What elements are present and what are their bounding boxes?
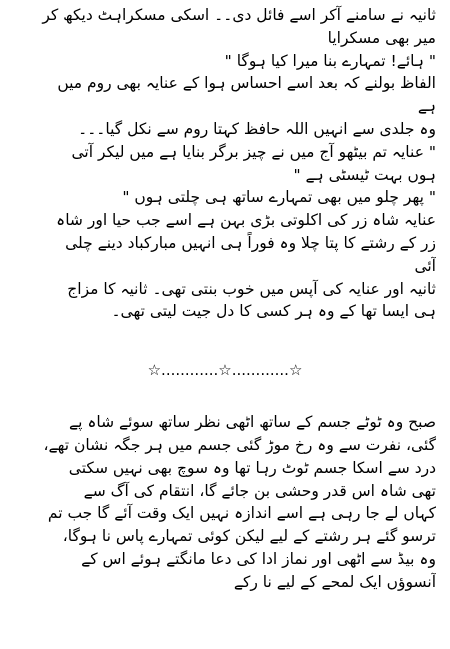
text-line: " ہائے! تمہارے بنا میرا کیا ہوگا "	[224, 51, 436, 70]
text-line: زر کے رشتے کا پتا چلا وہ فوراً ہی انہیں مبارکباد دینے چلی	[65, 233, 436, 252]
text-line: درد سے اسکا جسم ٹوٹ رہا تھا وہ سوچ بھی نہیں سکتی	[68, 458, 436, 477]
text-line: ہوں بہت ٹیسٹی ہے "	[293, 165, 436, 184]
text-line: گئی، نفرت سے وہ رخ موڑ گئی جسم میں ہر جگہ نشان تھے،	[43, 435, 436, 454]
spacer	[14, 323, 436, 353]
text-line: ہی ایسا تھا کے وہ ہر کسی کا دل جیت لیتی تھی۔	[111, 302, 436, 321]
text-line: الفاظ بولنے کہ بعد اسے احساس ہوا کے عنایہ بھی روم میں	[57, 74, 436, 93]
text-line: " پھر چلو میں بھی تمہارے ساتھ ہی چلتی ہوں "	[122, 188, 436, 207]
text-line: تھی شاہ اس قدر وحشی بن جائے گا، انتقام کی آگ سے	[83, 481, 436, 500]
text-line: ہے	[417, 97, 436, 116]
text-line: وہ بیڈ سے اٹھی اور نماز ادا کی دعا مانگتے ہوئے اس کے	[81, 549, 436, 568]
text-line: عنایہ شاہ زر کی اکلوتی بڑی بہن ہے اسے جب حیا اور شاہ	[56, 211, 436, 230]
text-line: کہاں لے جا رہی ہے اسے اندازہ نہیں ایک وقت آئے گا جب تم	[47, 504, 436, 523]
text-line: آنسوؤں ایک لمحے کے لیے نا رکے	[233, 572, 436, 591]
text-line: ترسو گئے ہر رشتے کے لیے لیکن کوئی تمہارے پاس نا ہوگا،	[62, 527, 436, 546]
text-line: ثانیہ نے سامنے آکر اسے فائل دی۔۔ اسکی مسکراہٹ دیکھ کر	[42, 6, 436, 24]
paragraph-1	[14, 4, 436, 323]
text-line: ثانیہ اور عنایہ کی آپس میں خوب بنتی تھی۔ ثانیہ کا مزاج	[67, 279, 436, 298]
paragraph-2	[14, 411, 436, 593]
text-line: آئی	[414, 256, 436, 275]
text-line: وہ جلدی سے انہیں اللہ حافظ کہتا روم سے نکل گیا۔۔۔	[78, 119, 436, 138]
spacer	[14, 381, 436, 411]
text-line: " عنایہ تم بیٹھو آج میں نے چیز برگر بنایا ہے میں لیکر آتی	[71, 142, 436, 161]
text-line: میر بھی مسکرایا	[327, 28, 436, 47]
scene-separator: ☆............☆............☆	[147, 361, 303, 380]
text-line: صبح وہ ٹوٹے جسم کے ساتھ اٹھی نظر ساتھ سوئے شاہ پے	[69, 413, 436, 432]
